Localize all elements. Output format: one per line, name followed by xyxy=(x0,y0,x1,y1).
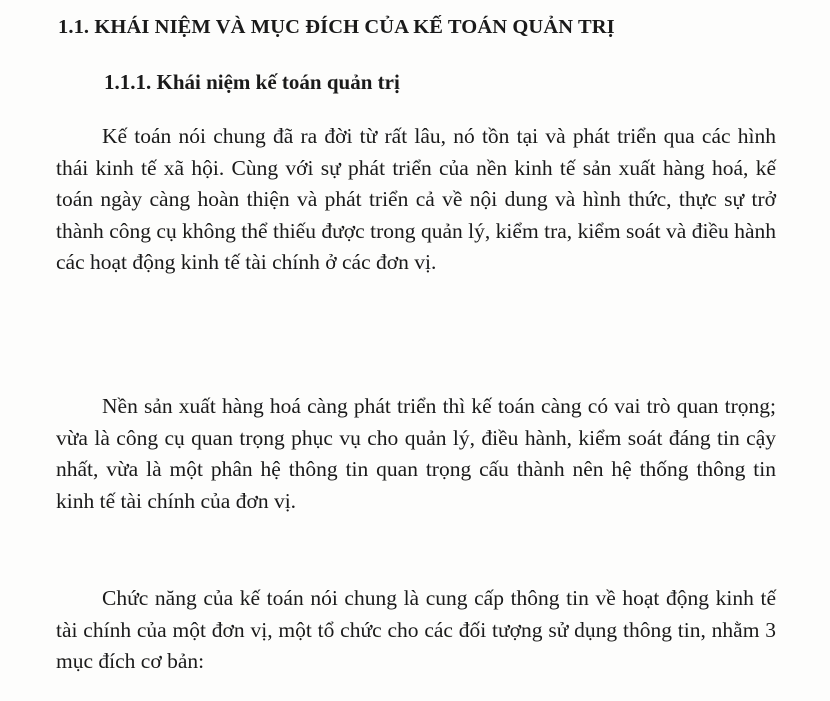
paragraph: Kế toán nói chung đã ra đời từ rất lâu, nó tồn tại và phát triển qua các hình thái kinh tế xã hội. Cùng với sự phát triển của nền kinh tế sản xuất hàng hoá, kế toán ngày càng hoàn thiện và phát triển cả về nội dung và hình thức, thực sự trở thành công cụ không thể thiếu được trong quản lý, kiểm tra, kiểm soát và điều hành các hoạt động kinh tế tài chính ở các đơn vị. xyxy=(56,124,776,274)
paragraph: Chức năng của kế toán nói chung là cung cấp thông tin về hoạt động kinh tế tài chính của một đơn vị, một tổ chức cho các đối tượng sử dụng thông tin, nhằm 3 mục đích cơ bản: xyxy=(56,586,776,673)
section-heading: 1.1. KHÁI NIỆM VÀ MỤC ĐÍCH CỦA KẾ TOÁN QUẢN TRỊ xyxy=(58,16,615,38)
paragraph: Nền sản xuất hàng hoá càng phát triển thì kế toán càng có vai trò quan trọng; vừa là công cụ quan trọng phục vụ cho quản lý, điều hành, kiểm soát đáng tin cậy nhất, vừa là một phân hệ thông tin quan trọng cấu thành nên hệ thống thông tin kinh tế tài chính của đơn vị. xyxy=(56,394,776,513)
subsection-heading: 1.1.1. Khái niệm kế toán quản trị xyxy=(104,70,400,94)
